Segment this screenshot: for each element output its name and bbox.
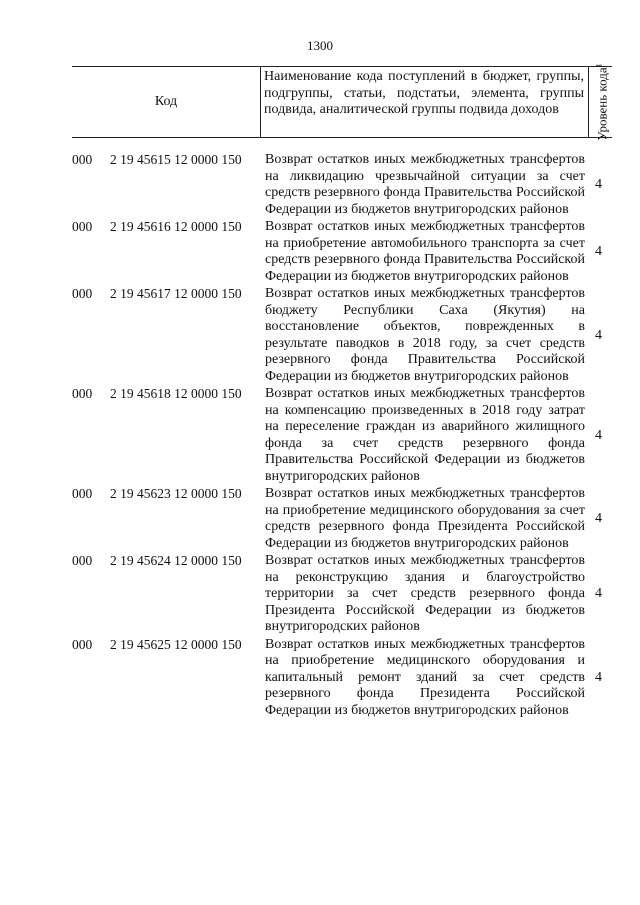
header-level-cell	[589, 63, 612, 141]
table-row	[72, 637, 612, 720]
header-level-footnote: 1	[593, 63, 603, 68]
row-name: Возврат остатков иных межбюджетных трансфертов на приобретение автомобильного транспорта за счет средств резервного фонда Правительства Российской Федерации из бюджетов внутригородских районов	[265, 219, 585, 284]
table-body	[72, 152, 612, 720]
table-row	[72, 219, 612, 285]
row-code: 2 19 45625 12 0000 150	[110, 636, 242, 652]
table-row	[72, 486, 612, 552]
row-name: Возврат остатков иных межбюджетных трансфертов бюджету Республики Саха (Якутия) на восстановление объектов, поврежденных в результате паводков в 2018 году, за счет средств резервного фонда Правительства Российской Федерации из бюджетов внутригородских районов	[265, 286, 585, 384]
header-level-label: Уровень кода	[594, 67, 610, 141]
row-name: Возврат остатков иных межбюджетных трансфертов на ликвидацию чрезвычайной ситуации за счет средств резервного фонда Правительства Российской Федерации из бюджетов внутригородских районов	[265, 152, 585, 217]
table-row	[72, 553, 612, 636]
row-admin-code: 000	[72, 219, 93, 234]
row-name: Возврат остатков иных межбюджетных трансфертов на компенсацию произведенных в 2018 году затрат на переселение граждан из аварийного жилищного фонда за счет средств резервного фонда Правительства Российской Федерации из бюджетов внутригородских районов	[265, 386, 585, 484]
row-admin-code: 000	[72, 152, 93, 167]
row-code: 2 19 45615 12 0000 150	[110, 152, 242, 167]
row-code: 2 19 45617 12 0000 150	[110, 286, 242, 301]
row-level: 4	[595, 669, 602, 685]
row-code: 2 19 45624 12 0000 150	[110, 553, 242, 568]
row-level: 4	[595, 427, 602, 443]
row-name: Возврат остатков иных межбюджетных трансфертов на приобретение медицинского оборудования и капитальный ремонт зданий за счет средств резервного фонда Президента Российской Федерации из бюджетов внутригородских районов	[265, 636, 585, 718]
row-level: 4	[595, 511, 602, 526]
row-level: 4	[595, 244, 602, 259]
table-row	[72, 152, 612, 218]
row-admin-code: 000	[72, 286, 93, 301]
row-admin-code: 000	[72, 553, 93, 568]
row-level: 4	[595, 327, 602, 343]
row-level: 4	[595, 586, 602, 602]
table-row	[72, 286, 612, 385]
row-admin-code: 000	[72, 636, 93, 652]
row-code: 2 19 45616 12 0000 150	[110, 219, 242, 234]
row-admin-code: 000	[72, 486, 93, 501]
header-code: Код	[72, 67, 261, 137]
row-name: Возврат остатков иных межбюджетных трансфертов на реконструкцию здания и благоустройство территории за счет средств резервного фонда Президента Российской Федерации из бюджетов внутригородских районов	[265, 553, 585, 634]
row-code: 2 19 45618 12 0000 150	[110, 386, 242, 401]
page-number: 1300	[307, 38, 333, 53]
header-level	[593, 63, 608, 140]
row-code: 2 19 45623 12 0000 150	[110, 486, 242, 501]
header-name: Наименование кода поступлений в бюджет, группы, подгруппы, статьи, подстатьи, элемента, группы подвида, аналитической группы подвида доходов	[261, 67, 589, 137]
row-level: 4	[595, 177, 602, 192]
table-row	[72, 386, 612, 485]
table-header	[72, 63, 612, 141]
row-name: Возврат остатков иных межбюджетных трансфертов на приобретение медицинского оборудования за счет средств резервного фонда Президента Российской Федерации из бюджетов внутригородских районов	[265, 486, 585, 551]
row-admin-code: 000	[72, 386, 93, 401]
